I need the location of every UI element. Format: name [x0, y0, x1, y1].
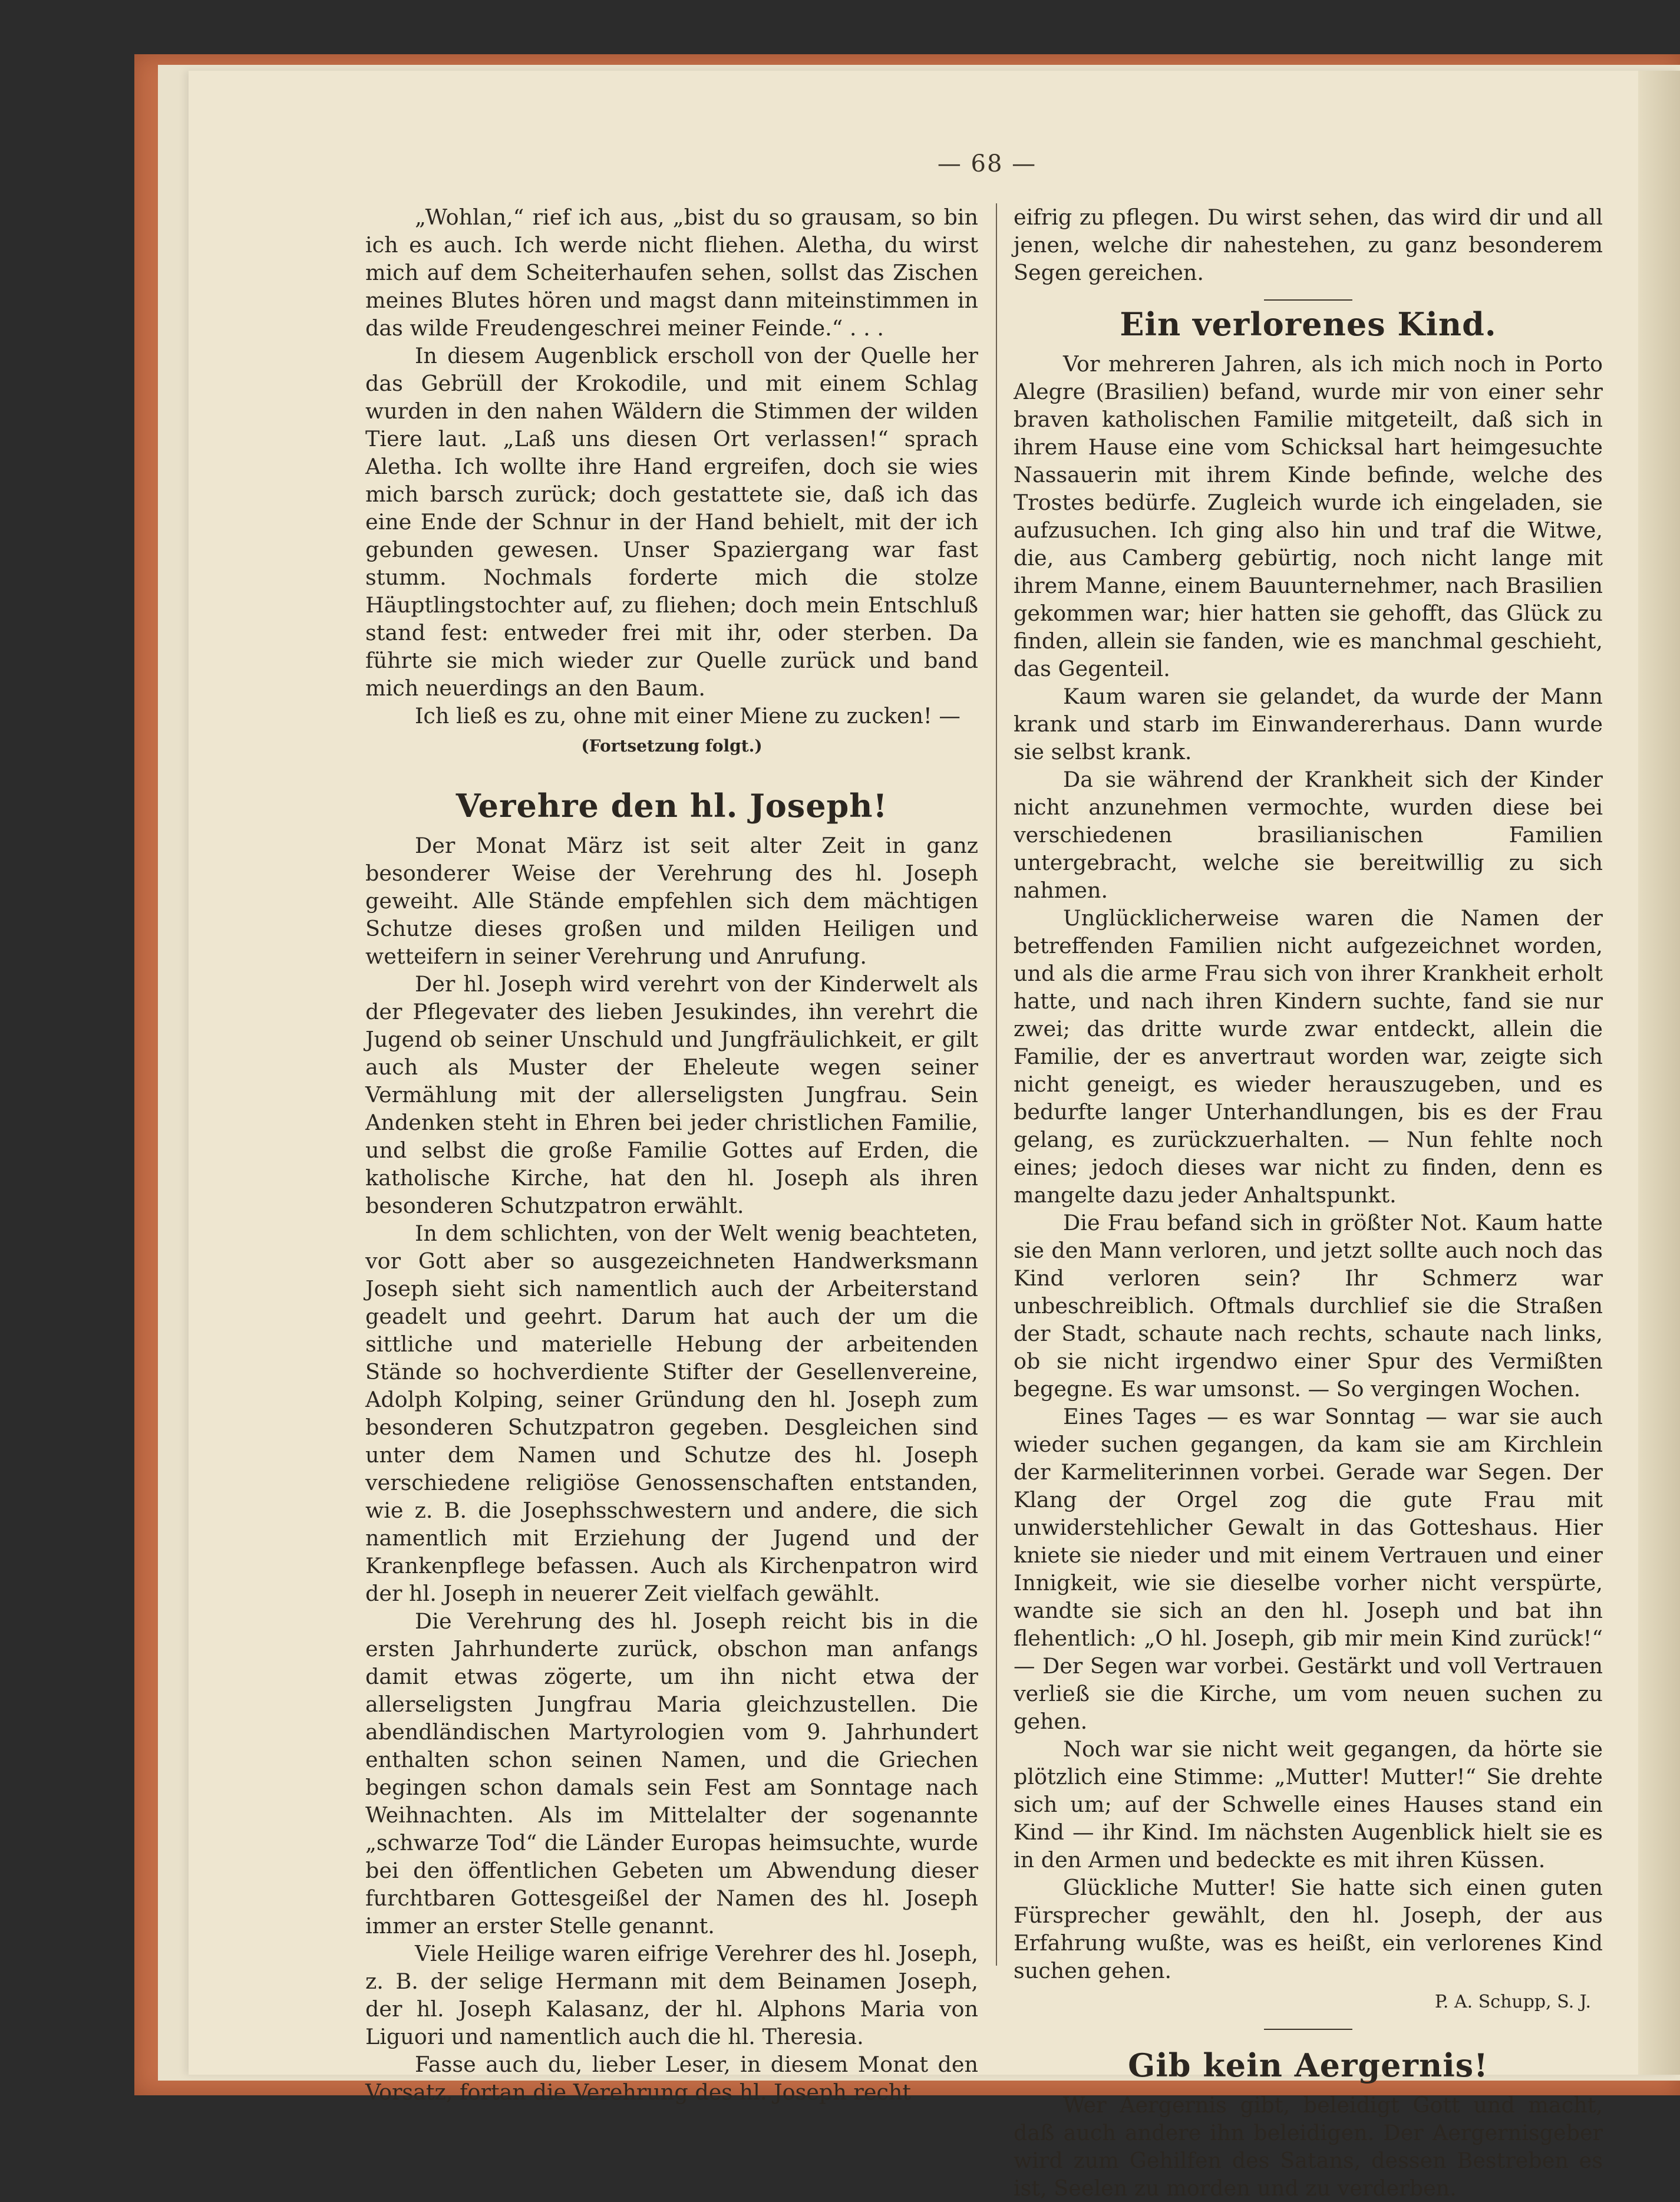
- story-paragraph: „Wohlan,“ rief ich aus, „bist du so grausam, so bin ich es auch. Ich werde nicht fliehen. Aletha, du wirst mich auf dem Scheiterhaufen sehen, sollst das Zischen meines Blutes hören und magst dann miteinstimmen in das wilde Freudengeschrei meiner Feinde.“ . . .: [365, 205, 978, 341]
- author-signature: P. A. Schupp, S. J.: [1434, 1992, 1591, 2012]
- article-paragraph: Kaum waren sie gelandet, da wurde der Mann krank und starb im Einwandererhaus. Dann wurde sie selbst krank.: [1014, 684, 1603, 764]
- article-paragraph: Noch war sie nicht weit gegangen, da hörte sie plötzlich eine Stimme: „Mutter! Mutter!“ Sie drehte sich um; auf der Schwelle eines Hauses stand ein Kind — ihr Kind. Im nächsten Augenblick hielt sie es in den Armen und bedeckte es mit ihren Küssen.: [1014, 1736, 1603, 1873]
- page-number: — 68 —: [937, 150, 1037, 177]
- column-divider: [996, 203, 997, 1966]
- article-paragraph: Der Monat März ist seit alter Zeit in ganz besonderer Weise der Verehrung des hl. Joseph geweiht. Alle Stände empfehlen sich dem mächtigen Schutze dieses großen und milden Heiligen und wetteifern in seiner Verehrung und Anrufung.: [365, 833, 978, 969]
- article-paragraph: Fasse auch du, lieber Leser, in diesem Monat den Vorsatz, fortan die Verehrung des hl. Joseph recht: [365, 2052, 978, 2105]
- right-column: [1014, 203, 1603, 2202]
- section-divider: [1264, 2029, 1352, 2030]
- story-paragraph: Ich ließ es zu, ohne mit einer Miene zu zucken! —: [415, 703, 961, 728]
- article-paragraph: Da sie während der Krankheit sich der Kinder nicht anzunehmen vermochte, wurden diese bei verschiedenen brasilianischen Familien untergebracht, welche sie bereitwillig zu sich nahmen.: [1014, 767, 1603, 903]
- continued-note: (Fortsetzung folgt.): [581, 736, 763, 756]
- article-paragraph: Glückliche Mutter! Sie hatte sich einen guten Fürsprecher gewählt, den hl. Joseph, der aus Erfahrung wußte, was es heißt, ein verlorenes Kind suchen gehen.: [1014, 1875, 1603, 1983]
- article-paragraph: In dem schlichten, von der Welt wenig beachteten, vor Gott aber so ausgezeichneten Handwerksmann Joseph sieht sich namentlich auch der Arbeiterstand geadelt und geehrt. Darum hat auch der um die sittliche und materielle Hebung der arbeitenden Stände so hochverdiente Stifter der Gesellenvereine, Adolph Kolping, seiner Gründung den hl. Joseph zum besonderen Schutzpatron gegeben. Desgleichen sind unter dem Namen und Schutze des hl. Joseph verschiedene religiöse Genossenschaften entstanden, wie z. B. die Josephsschwestern und andere, die sich namentlich mit Erziehung der Jugend und der Krankenpflege befassen. Auch als Kirchenpatron wird der hl. Joseph in neuerer Zeit vielfach gewählt.: [365, 1221, 978, 1606]
- article-heading-joseph: Verehre den hl. Joseph!: [456, 787, 888, 825]
- article-heading-lost-child: Ein verlorenes Kind.: [1120, 305, 1497, 343]
- article-paragraph: Vor mehreren Jahren, als ich mich noch in Porto Alegre (Brasilien) befand, wurde mir von einer sehr braven katholischen Familie mitgeteilt, daß sich in ihrem Hause eine vom Schicksal hart heimgesuchte Nassauerin mit ihrem Kinde befinde, welche des Trostes bedürfe. Zugleich wurde ich eingeladen, sie aufzusuchen. Ich ging also hin und traf die Witwe, die, aus Camberg gebürtig, noch nicht lange mit ihrem Manne, einem Bauunternehmer, nach Brasilien gekommen war; hier hatten sie gehofft, das Glück zu finden, allein sie fanden, wie es manchmal geschieht, das Gegenteil.: [1014, 351, 1603, 681]
- left-column: [365, 203, 978, 2106]
- article-paragraph: Der hl. Joseph wird verehrt von der Kinderwelt als der Pflegevater des lieben Jesukindes, ihn verehrt die Jugend ob seiner Unschuld und Jungfräulichkeit, er gilt auch als Muster der Eheleute wegen seiner Vermählung mit der allerseligsten Jungfrau. Sein Andenken steht in Ehren bei jeder christlichen Familie, und selbst die große Familie Gottes auf Erden, die katholische Kirche, hat den hl. Joseph als ihren besonderen Schutzpatron erwählt.: [365, 971, 978, 1218]
- article-paragraph: Wer Aergernis gibt, beleidigt Gott und macht, daß auch andere ihn beleidigen. Der Aergernisgeber wird zum Gehilfen des Satans, dessen Bestreben es ist, Seelen zu morden und zu verderben.: [1014, 2092, 1603, 2201]
- story-paragraph: In diesem Augenblick erscholl von der Quelle her das Gebrüll der Krokodile, und mit einem Schlag wurden in den nahen Wäldern die Stimmen der wilden Tiere laut. „Laß uns diesen Ort verlassen!“ sprach Aletha. Ich wollte ihre Hand ergreifen, doch sie wies mich barsch zurück; doch gestattete sie, daß ich das eine Ende der Schnur in der Hand behielt, mit der ich gebunden gewesen. Unser Spaziergang war fast stumm. Nochmals forderte mich die stolze Häuptlingstochter auf, zu fliehen; doch mein Entschluß stand fest: entweder frei mit ihr, oder sterben. Da führte sie mich wieder zur Quelle zurück und band mich neuerdings an den Baum.: [365, 343, 978, 701]
- article-paragraph: Eines Tages — es war Sonntag — war sie auch wieder suchen gegangen, da kam sie am Kirchlein der Karmeliterinnen vorbei. Gerade war Segen. Der Klang der Orgel zog die gute Frau mit unwiderstehlicher Gewalt in das Gotteshaus. Hier kniete sie nieder und mit einem Vertrauen und einer Innigkeit, wie sie dieselbe vorher nicht verspürte, wandte sie sich an den hl. Joseph und bat ihn flehentlich: „O hl. Joseph, gib mir mein Kind zurück!“ — Der Segen war vorbei. Gestärkt und voll Vertrauen verließ sie die Kirche, um vom neuen suchen zu gehen.: [1014, 1404, 1603, 1734]
- section-divider: [1264, 299, 1352, 301]
- article-paragraph: eifrig zu pflegen. Du wirst sehen, das wird dir und all jenen, welche dir nahestehen, zu ganz besonderem Segen gereichen.: [1014, 205, 1603, 285]
- article-paragraph: Die Verehrung des hl. Joseph reicht bis in die ersten Jahrhunderte zurück, obschon man anfangs damit etwas zögerte, um ihn nicht etwa der allerseligsten Jungfrau Maria gleichzustellen. Die abendländischen Martyrologien vom 9. Jahrhundert enthalten schon seinen Namen, und die Griechen begingen schon damals sein Fest am Sonntage nach Weihnachten. Als im Mittelalter der sogenannte „schwarze Tod“ die Länder Europas heimsuchte, wurde bei den öffentlichen Gebeten um Abwendung dieser furchtbaren Gottesgeißel der Namen des hl. Joseph immer an erster Stelle genannt.: [365, 1608, 978, 1939]
- page-edge: [1638, 71, 1680, 2075]
- article-paragraph: Viele Heilige waren eifrige Verehrer des hl. Joseph, z. B. der selige Hermann mit dem Beinamen Joseph, der hl. Joseph Kalasanz, der hl. Alphons Maria von Liguori und namentlich auch die hl. Theresia.: [365, 1941, 978, 2049]
- article-heading-aergernis: Gib kein Aergernis!: [1128, 2046, 1488, 2084]
- article-paragraph: Unglücklicherweise waren die Namen der betreffenden Familien nicht aufgezeichnet worden, und als die arme Frau sich von ihrer Krankheit erholt hatte, und nach ihren Kindern suchte, fand sie nur zwei; das dritte wurde zwar entdeckt, allein die Familie, der es anvertraut worden war, zeigte sich nicht geneigt, es wieder herauszugeben, und es bedurfte langer Unterhandlungen, bis es der Frau gelang, es zurückzuerhalten. — Nun fehlte noch eines; jedoch dieses war nicht zu finden, denn es mangelte dazu jeder Anhaltspunkt.: [1014, 905, 1603, 1208]
- article-paragraph: Die Frau befand sich in größter Not. Kaum hatte sie den Mann verloren, und jetzt sollte auch noch das Kind verloren sein? Ihr Schmerz war unbeschreiblich. Oftmals durchlief sie die Straßen der Stadt, schaute nach rechts, schaute nach links, ob sie nicht irgendwo einer Spur des Vermißten begegne. Es war umsonst. — So vergingen Wochen.: [1014, 1210, 1603, 1402]
